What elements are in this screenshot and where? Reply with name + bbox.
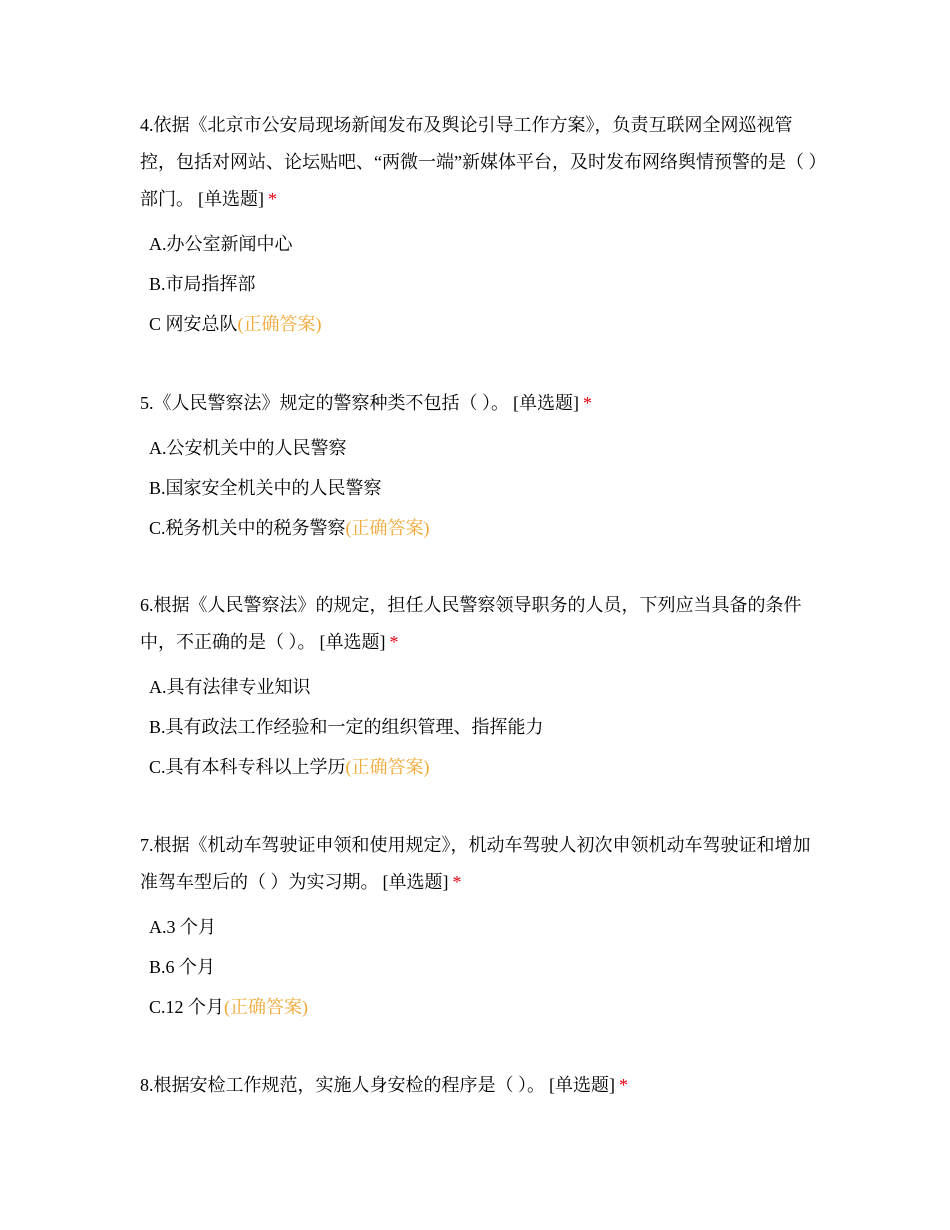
question-7 bbox=[140, 827, 820, 1027]
correct-answer-mark: (正确答案) bbox=[237, 314, 322, 334]
option-c[interactable] bbox=[149, 987, 820, 1027]
question-type: [单选题] bbox=[319, 632, 386, 652]
question-5 bbox=[140, 385, 820, 548]
required-mark: * bbox=[583, 393, 592, 413]
option-label: B.具有政法工作经验和一定的组织管理、指挥能力 bbox=[149, 717, 544, 737]
question-type: [单选题] bbox=[549, 1075, 615, 1095]
option-b[interactable] bbox=[149, 707, 820, 747]
correct-answer-mark: (正确答案) bbox=[224, 997, 309, 1017]
option-a[interactable] bbox=[149, 224, 820, 264]
option-a[interactable] bbox=[149, 667, 820, 707]
option-label: A.具有法律专业知识 bbox=[149, 677, 311, 697]
option-list bbox=[140, 224, 820, 344]
question-4 bbox=[140, 107, 820, 344]
option-c[interactable] bbox=[149, 508, 820, 548]
required-mark: * bbox=[268, 189, 277, 209]
question-stem: 7.根据《机动车驾驶证申领和使用规定》，机动车驾驶人初次申领机动车驾驶证和增加准驾车型后的（ ）为实习期。 bbox=[140, 835, 811, 892]
question-text bbox=[140, 827, 820, 901]
option-list bbox=[140, 667, 820, 787]
option-b[interactable] bbox=[149, 947, 820, 987]
option-label: B.6 个月 bbox=[149, 957, 216, 977]
question-stem: 8.根据安检工作规范，实施人身安检的程序是（ ）。 bbox=[140, 1075, 545, 1095]
option-label: B.市局指挥部 bbox=[149, 274, 256, 294]
required-mark: * bbox=[452, 872, 462, 892]
question-text bbox=[140, 587, 820, 661]
question-text bbox=[140, 107, 820, 218]
option-a[interactable] bbox=[149, 907, 820, 947]
option-label: A.3 个月 bbox=[149, 917, 216, 937]
correct-answer-mark: (正确答案) bbox=[345, 757, 430, 777]
option-label: A.公安机关中的人民警察 bbox=[149, 438, 347, 458]
question-stem: 5.《人民警察法》规定的警察种类不包括（ ）。 bbox=[140, 393, 509, 413]
question-text bbox=[140, 1067, 820, 1104]
correct-answer-mark: (正确答案) bbox=[345, 518, 430, 538]
option-label: C.12 个月 bbox=[149, 997, 225, 1017]
option-b[interactable] bbox=[149, 264, 820, 304]
option-c[interactable] bbox=[149, 747, 820, 787]
option-label: C 网安总队 bbox=[149, 314, 238, 334]
option-c[interactable] bbox=[149, 304, 820, 344]
option-list bbox=[140, 907, 820, 1027]
option-a[interactable] bbox=[149, 428, 820, 468]
question-text bbox=[140, 385, 820, 422]
question-stem: 6.根据《人民警察法》的规定，担任人民警察领导职务的人员，下列应当具备的条件中，不正确的是（ ）。 bbox=[140, 595, 802, 652]
option-label: C.具有本科专科以上学历 bbox=[149, 757, 346, 777]
option-label: B.国家安全机关中的人民警察 bbox=[149, 478, 382, 498]
question-type: [单选题] bbox=[382, 872, 449, 892]
question-type: [单选题] bbox=[513, 393, 579, 413]
option-label: A.办公室新闻中心 bbox=[149, 234, 293, 254]
question-type: [单选题] bbox=[198, 189, 264, 209]
option-list bbox=[140, 428, 820, 548]
question-6 bbox=[140, 587, 820, 787]
question-stem: 4.依据《北京市公安局现场新闻发布及舆论引导工作方案》，负责互联网全网巡视管控，包括对网站、论坛贴吧、“两微一端”新媒体平台，及时发布网络舆情预警的是（ ）部门。 bbox=[140, 115, 818, 209]
question-8 bbox=[140, 1067, 820, 1104]
option-b[interactable] bbox=[149, 468, 820, 508]
option-label: C.税务机关中的税务警察 bbox=[149, 518, 346, 538]
required-mark: * bbox=[619, 1075, 628, 1095]
required-mark: * bbox=[389, 632, 399, 652]
